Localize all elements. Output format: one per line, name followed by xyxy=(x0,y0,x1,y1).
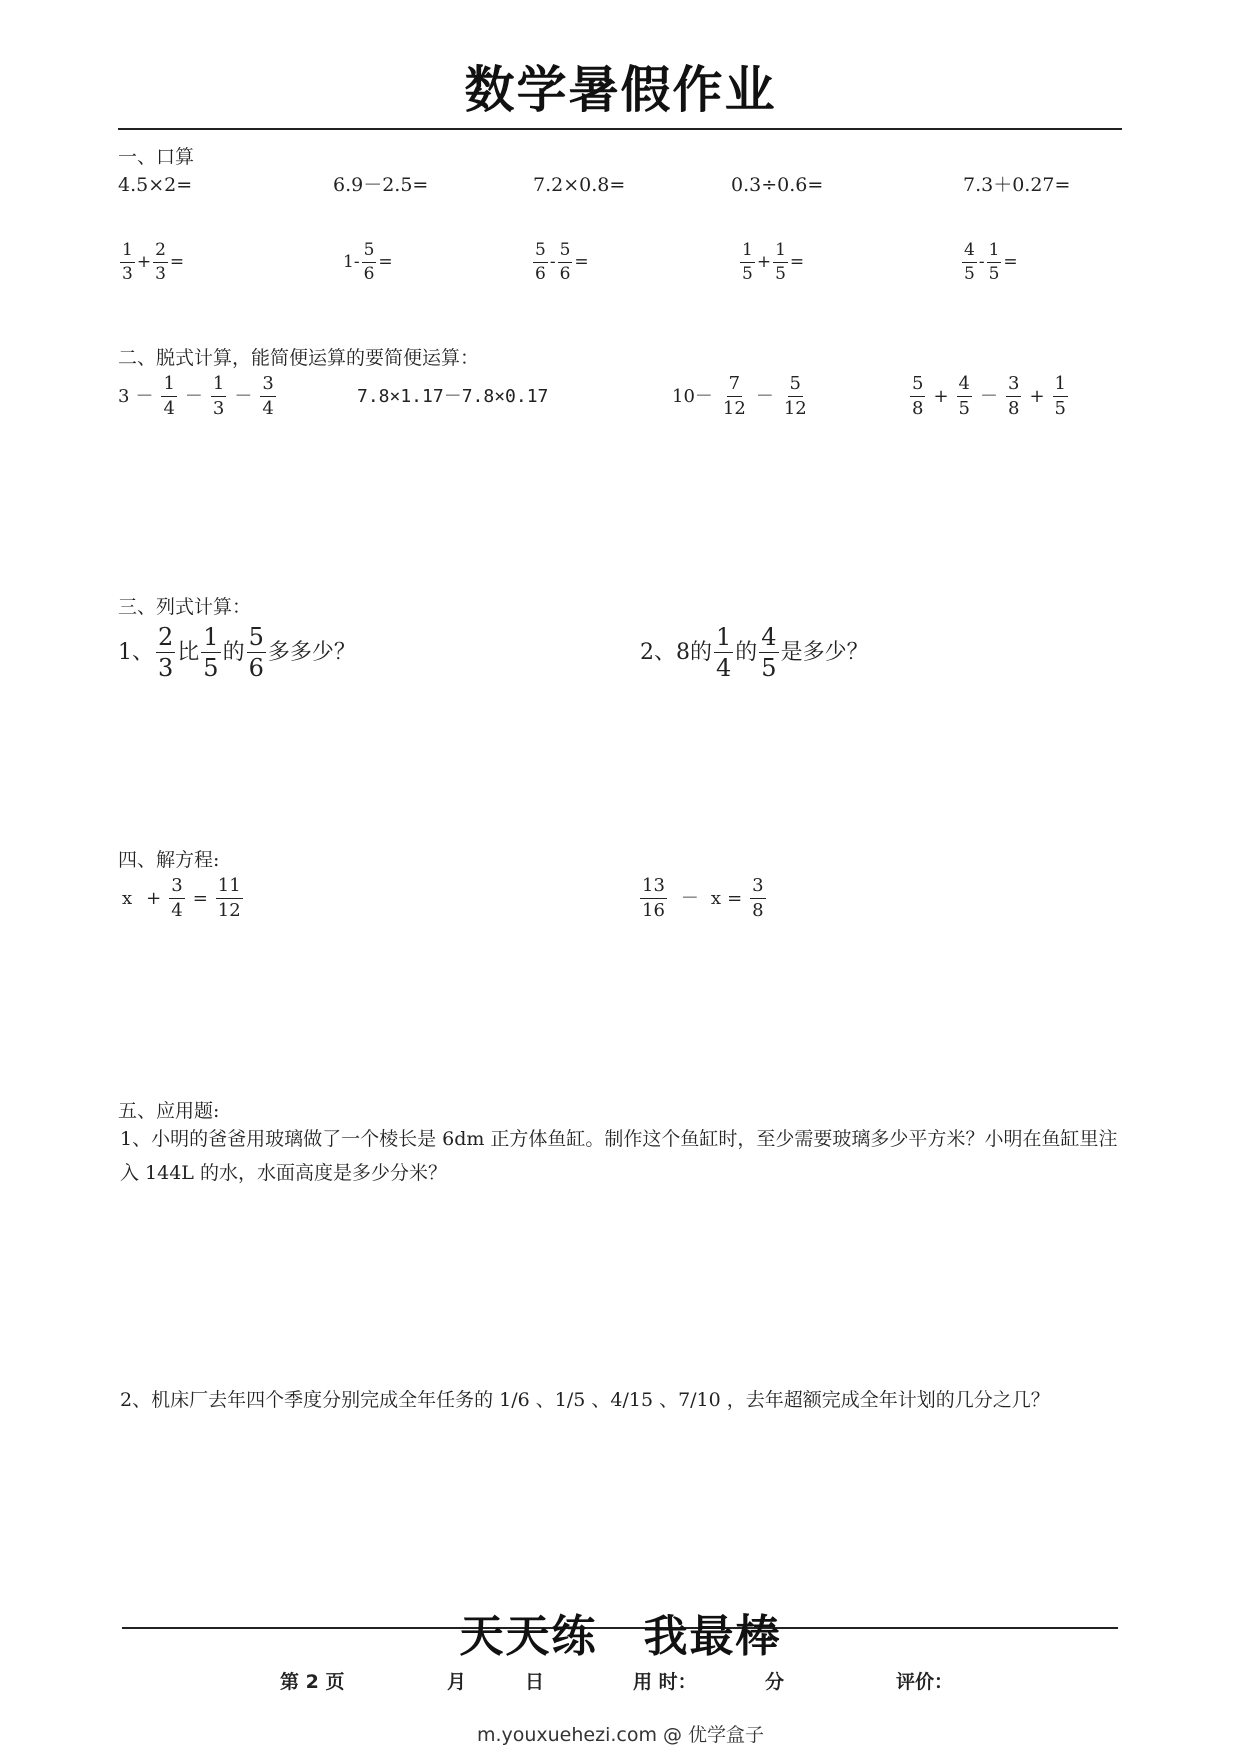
site-watermark: m.youxuehezi.com @ 优学盒子 xyxy=(476,1724,765,1746)
motto: 天天练 我最棒 xyxy=(459,1611,782,1662)
fraction: $\frac{1}{5}$ xyxy=(203,623,219,682)
fraction: $\frac{5}{6}$ xyxy=(363,240,375,284)
fraction: $\frac{1}{4}$ xyxy=(716,623,732,682)
fraction: $\frac{7}{12}$ xyxy=(722,373,746,419)
fraction: $\frac{5}{12}$ xyxy=(783,373,807,419)
calc-expression-3: 10－ $\frac{7}{12}$ － $\frac{5}{12}$ xyxy=(672,373,807,419)
oral-item-3: 7.2×0.8= xyxy=(533,174,626,196)
section-4-heading: 四、解方程: xyxy=(118,849,220,871)
oral-fraction-5: $\frac{4}{5}$ - $\frac{1}{5}$ = xyxy=(964,240,1018,284)
page-title: 数学暑假作业 xyxy=(464,61,777,119)
fraction: $\frac{3}{8}$ xyxy=(752,875,764,921)
section-2-heading: 二、脱式计算，能简便运算的要简便运算： xyxy=(118,347,480,369)
fraction: $\frac{2}{3}$ xyxy=(155,240,166,284)
evaluation-label: 评价： xyxy=(896,1671,954,1693)
fraction: $\frac{1}{3}$ xyxy=(212,373,225,419)
oral-item-5: 7.3＋0.27= xyxy=(963,174,1071,196)
fraction: $\frac{1}{5}$ xyxy=(1054,373,1066,419)
equation-1: x + $\frac{3}{4}$ = $\frac{11}{12}$ xyxy=(122,875,241,921)
fraction: $\frac{1}{3}$ xyxy=(122,240,133,284)
fraction: $\frac{1}{4}$ xyxy=(163,373,175,419)
fraction: $\frac{5}{6}$ xyxy=(248,623,264,682)
application-question-1: 1、小明的爸爸用玻璃做了一个棱长是 6dm 正方体鱼缸。制作这个鱼缸时，至少需要玻璃多少平方米？小明在鱼缸里注入 144L 的水，水面高度是多少分米？ xyxy=(120,1128,1118,1184)
fraction: $\frac{4}{5}$ xyxy=(958,373,970,419)
equation-2: $\frac{13}{16}$ － x = $\frac{3}{8}$ xyxy=(642,875,764,921)
section-5-heading: 五、应用题: xyxy=(118,1100,220,1122)
fraction: $\frac{5}{6}$ xyxy=(535,240,546,284)
oral-item-1: 4.5×2= xyxy=(118,174,193,196)
oral-fraction-3: $\frac{5}{6}$ - $\frac{5}{6}$ = xyxy=(535,240,589,284)
fraction: $\frac{1}{5}$ xyxy=(742,240,753,284)
day-label: 日 xyxy=(525,1671,545,1693)
fraction: $\frac{1}{5}$ xyxy=(988,240,1000,284)
minutes-label: 分 xyxy=(765,1671,785,1693)
month-label: 月 xyxy=(447,1671,467,1693)
oral-fraction-1: $\frac{1}{3}$ + $\frac{2}{3}$ = xyxy=(122,240,185,284)
title-divider xyxy=(118,128,1122,130)
fraction: $\frac{2}{3}$ xyxy=(158,623,174,682)
word-calc-question-1: 1、 $\frac{2}{3}$ 比 $\frac{1}{5}$ 的 $\frac{5}{6}$ 多多少？ xyxy=(118,623,356,682)
oral-item-4: 0.3÷0.6= xyxy=(731,174,824,196)
fraction: $\frac{5}{6}$ xyxy=(559,240,571,284)
application-question-2: 2、机床厂去年四个季度分别完成全年任务的 1/6 、1/5 、4/15 、7/10 ，去年超额完成全年计划的几分之几？ xyxy=(120,1389,1050,1411)
calc-expression-2: 7.8×1.17－7.8×0.17 xyxy=(357,386,549,407)
fraction: $\frac{5}{8}$ xyxy=(912,373,924,419)
fraction: $\frac{11}{12}$ xyxy=(217,875,241,921)
oral-fraction-2: 1- $\frac{5}{6}$ = xyxy=(343,240,393,284)
fraction: $\frac{3}{4}$ xyxy=(171,875,183,921)
fraction: $\frac{4}{5}$ xyxy=(964,240,975,284)
word-calc-question-2: 2、8的 $\frac{1}{4}$ 的 $\frac{4}{5}$ 是多少？ xyxy=(640,623,869,682)
page-number: 第 2 页 xyxy=(280,1671,345,1693)
time-used-label: 用 时： xyxy=(633,1671,697,1693)
fraction: $\frac{3}{4}$ xyxy=(262,373,274,419)
oral-fraction-4: $\frac{1}{5}$ + $\frac{1}{5}$ = xyxy=(742,240,805,284)
fraction: $\frac{1}{5}$ xyxy=(775,240,786,284)
fraction: $\frac{13}{16}$ xyxy=(642,875,665,921)
section-3-heading: 三、列式计算： xyxy=(118,596,252,618)
oral-item-2: 6.9－2.5= xyxy=(333,174,429,196)
calc-expression-4: $\frac{5}{8}$ + $\frac{4}{5}$ － $\frac{3}{8}$ + $\frac{1}{5}$ xyxy=(912,373,1066,419)
fraction: $\frac{4}{5}$ xyxy=(761,623,777,682)
fraction: $\frac{3}{8}$ xyxy=(1008,373,1020,419)
calc-expression-1: 3 － $\frac{1}{4}$ － $\frac{1}{3}$ － $\frac{3}{4}$ xyxy=(118,373,274,419)
section-1-heading: 一、口算 xyxy=(118,146,195,168)
